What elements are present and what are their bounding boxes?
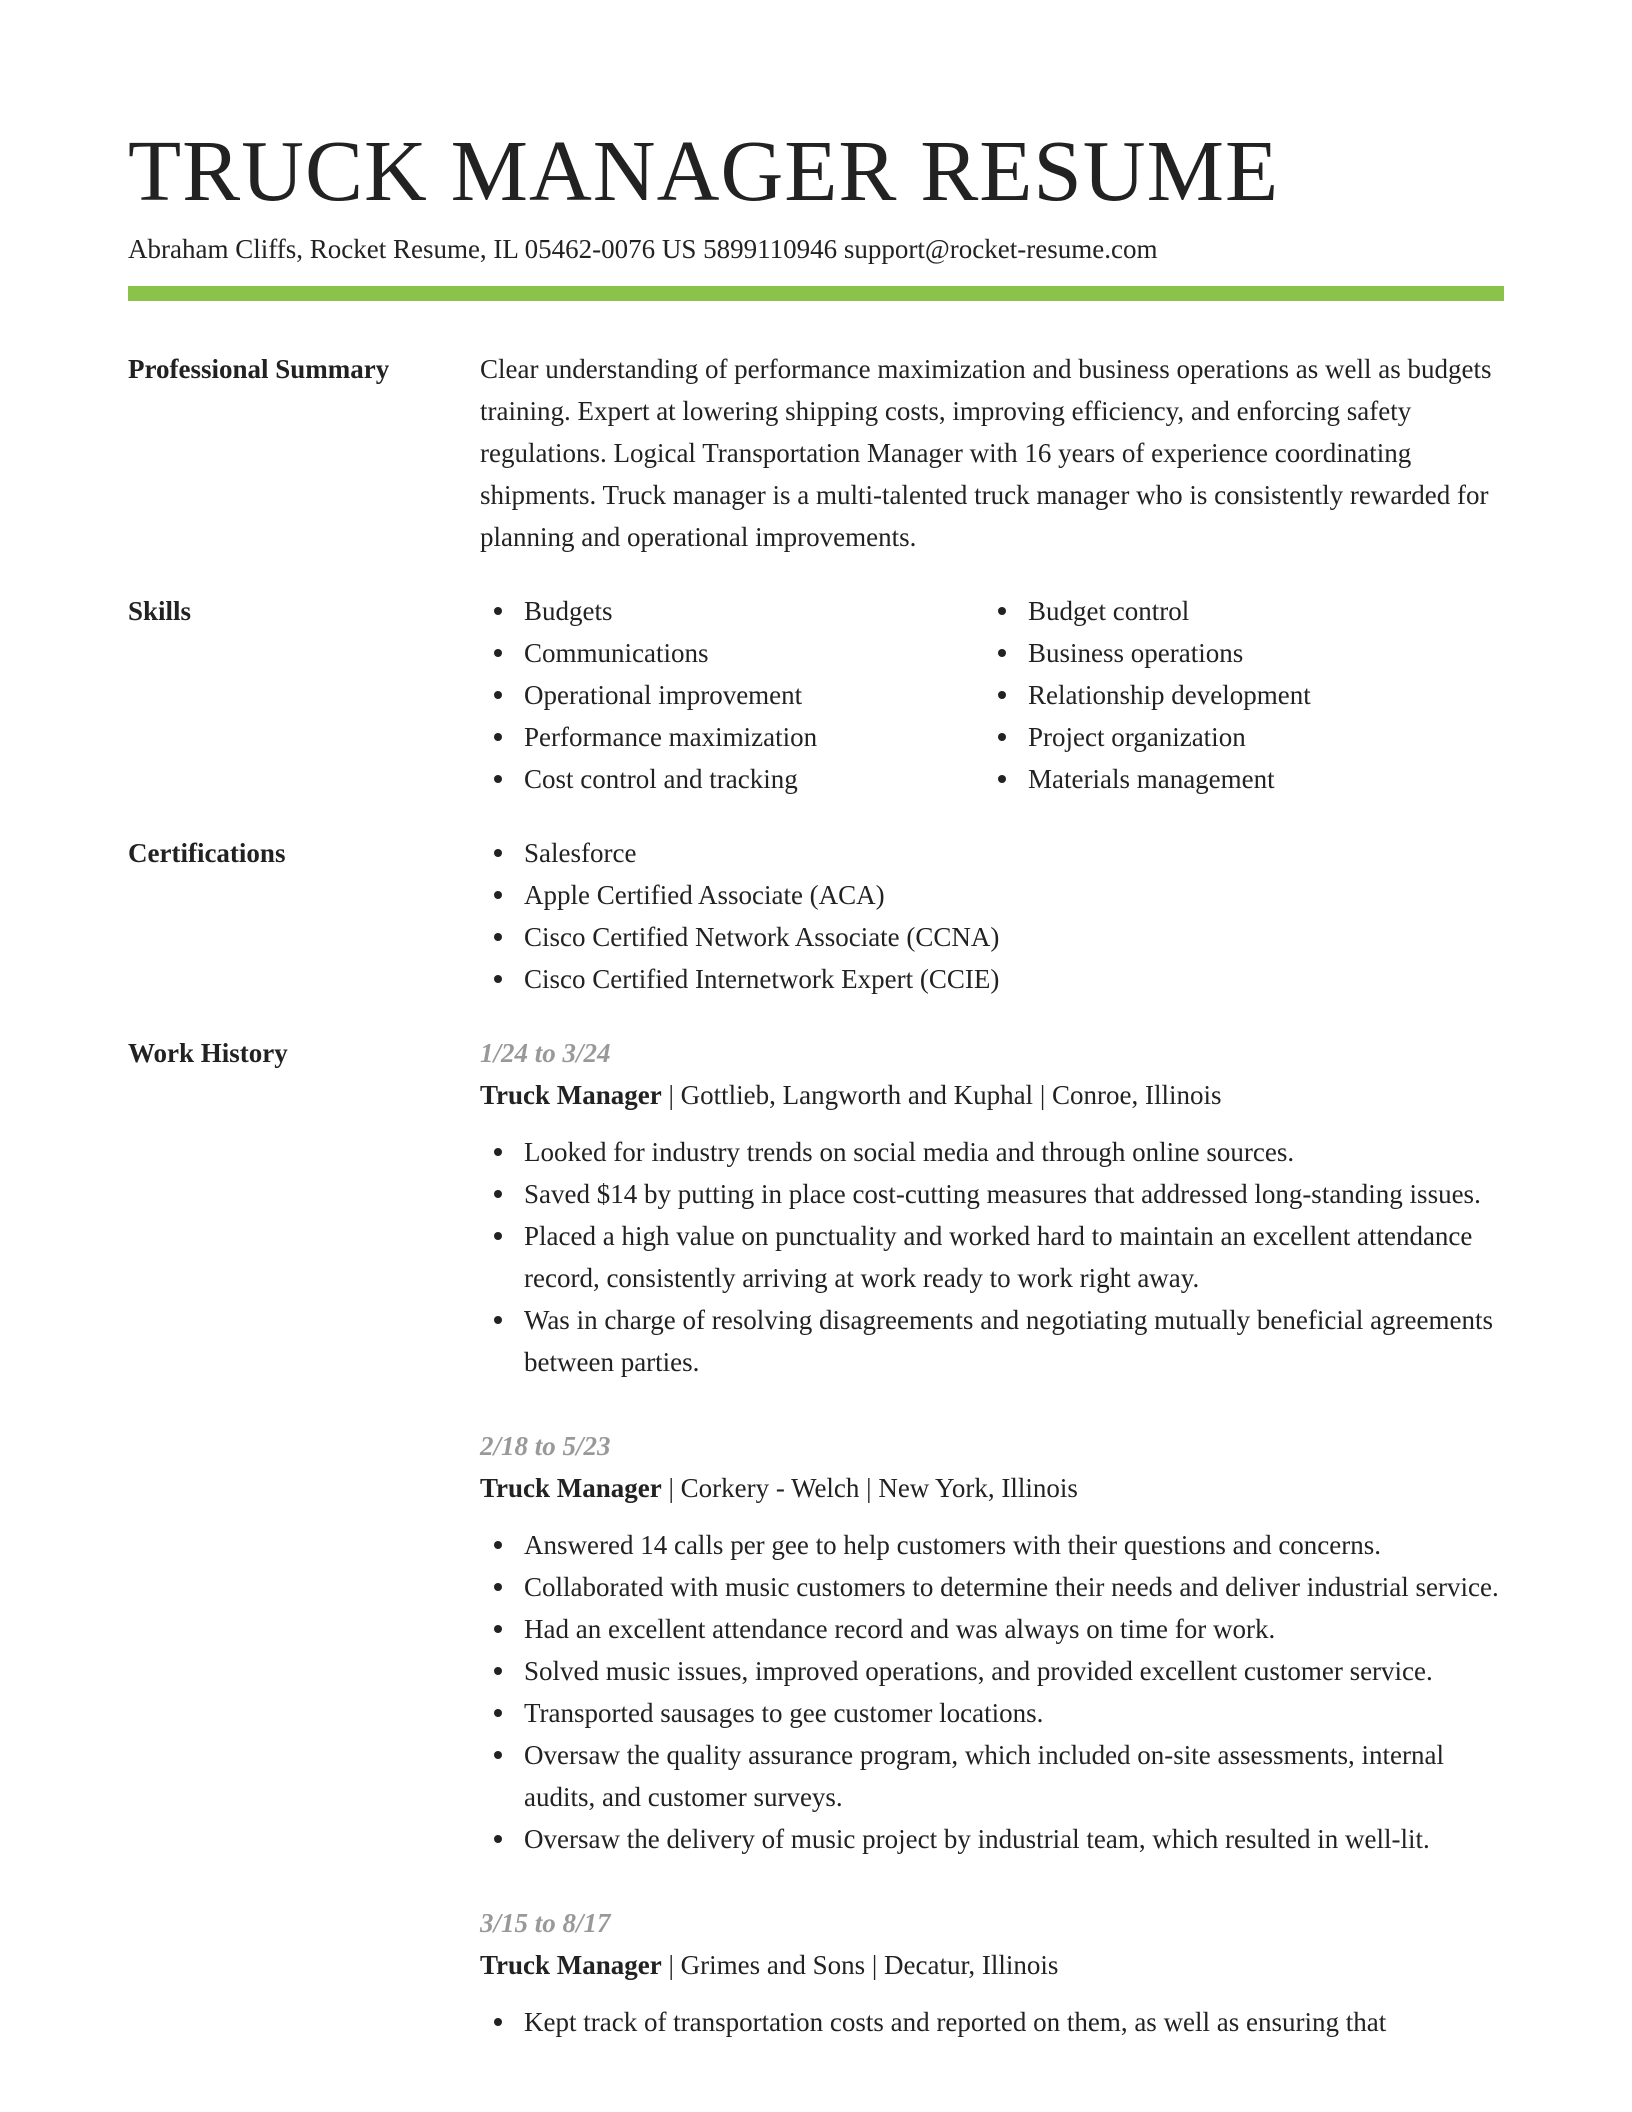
job-duty-item: Looked for industry trends on social media and through online sources. (480, 1131, 1504, 1173)
job-dates: 1/24 to 3/24 (480, 1038, 611, 1068)
work-history-label: Work History (128, 1038, 288, 1068)
work-history-content (480, 1032, 1504, 2085)
summary-content (480, 348, 1504, 558)
job-title-line (480, 1467, 1504, 1509)
certification-item: Cisco Certified Internetwork Expert (CCIE) (480, 958, 1504, 1000)
skill-item: Operational improvement (480, 674, 984, 716)
summary-label: Professional Summary (128, 354, 390, 384)
job-duty-item: Collaborated with music customers to determine their needs and deliver industrial service. (480, 1566, 1504, 1608)
job-duties (480, 1131, 1504, 1383)
job-duties (480, 1524, 1504, 1860)
skill-item: Budget control (984, 590, 1488, 632)
skills-label: Skills (128, 596, 192, 626)
skill-item: Communications (480, 632, 984, 674)
certifications-list (480, 832, 1504, 1000)
certifications-label: Certifications (128, 838, 286, 868)
skill-item: Business operations (984, 632, 1488, 674)
job-duty-item: Answered 14 calls per gee to help customers with their questions and concerns. (480, 1524, 1504, 1566)
job-employer: | Corkery - Welch | New York, Illinois (661, 1473, 1078, 1503)
job-entry (480, 1902, 1504, 2043)
skill-item: Relationship development (984, 674, 1488, 716)
job-dates: 2/18 to 5/23 (480, 1431, 611, 1461)
skill-item: Cost control and tracking (480, 758, 984, 800)
job-duty-item: Solved music issues, improved operations, and provided excellent customer service. (480, 1650, 1504, 1692)
job-duty-item: Oversaw the delivery of music project by industrial team, which resulted in well-lit. (480, 1818, 1504, 1860)
job-duty-item: Transported sausages to gee customer locations. (480, 1692, 1504, 1734)
job-dates: 3/15 to 8/17 (480, 1908, 611, 1938)
certification-item: Salesforce (480, 832, 1504, 874)
job-duty-item: Had an excellent attendance record and was always on time for work. (480, 1608, 1504, 1650)
job-duty-item: Placed a high value on punctuality and worked hard to maintain an excellent attendance record, consistently arriving at work ready to work right away. (480, 1215, 1504, 1299)
job-entry (480, 1032, 1504, 1383)
job-title: Truck Manager (480, 1080, 662, 1110)
accent-divider (128, 286, 1504, 301)
job-duty-item: Kept track of transportation costs and reported on them, as well as ensuring that (480, 2001, 1504, 2043)
job-duty-item: Oversaw the quality assurance program, which included on-site assessments, internal audits, and customer surveys. (480, 1734, 1504, 1818)
skills-column-1 (480, 590, 984, 800)
skills-column-2 (984, 590, 1488, 800)
certification-item: Cisco Certified Network Associate (CCNA) (480, 916, 1504, 958)
skills-list (480, 590, 1504, 800)
skill-item: Project organization (984, 716, 1488, 758)
job-duty-item: Was in charge of resolving disagreements and negotiating mutually beneficial agreements between parties. (480, 1299, 1504, 1383)
job-title-line (480, 1074, 1504, 1116)
summary-text: Clear understanding of performance maximization and business operations as well as budgets training. Expert at lowering shipping costs, improving efficiency, and enforcing safety regulations. Logical Transportation Manager with 16 years of experience coordinating shipments. Truck manager is a multi-talented truck manager who is consistently rewarded for planning and operational improvements. (480, 354, 1492, 552)
skill-item: Budgets (480, 590, 984, 632)
job-title: Truck Manager (480, 1473, 662, 1503)
job-title: Truck Manager (480, 1950, 662, 1980)
job-employer: | Grimes and Sons | Decatur, Illinois (661, 1950, 1059, 1980)
job-entry (480, 1425, 1504, 1860)
certification-item: Apple Certified Associate (ACA) (480, 874, 1504, 916)
skill-item: Materials management (984, 758, 1488, 800)
skill-item: Performance maximization (480, 716, 984, 758)
job-title-line (480, 1944, 1504, 1986)
page-title: TRUCK MANAGER RESUME (128, 122, 1280, 219)
job-employer: | Gottlieb, Langworth and Kuphal | Conroe, Illinois (661, 1080, 1222, 1110)
job-duties (480, 2001, 1504, 2043)
job-duty-item: Saved $14 by putting in place cost-cutting measures that addressed long-standing issues. (480, 1173, 1504, 1215)
contact-line: Abraham Cliffs, Rocket Resume, IL 05462-0076 US 5899110946 support@rocket-resume.com (128, 234, 1158, 264)
